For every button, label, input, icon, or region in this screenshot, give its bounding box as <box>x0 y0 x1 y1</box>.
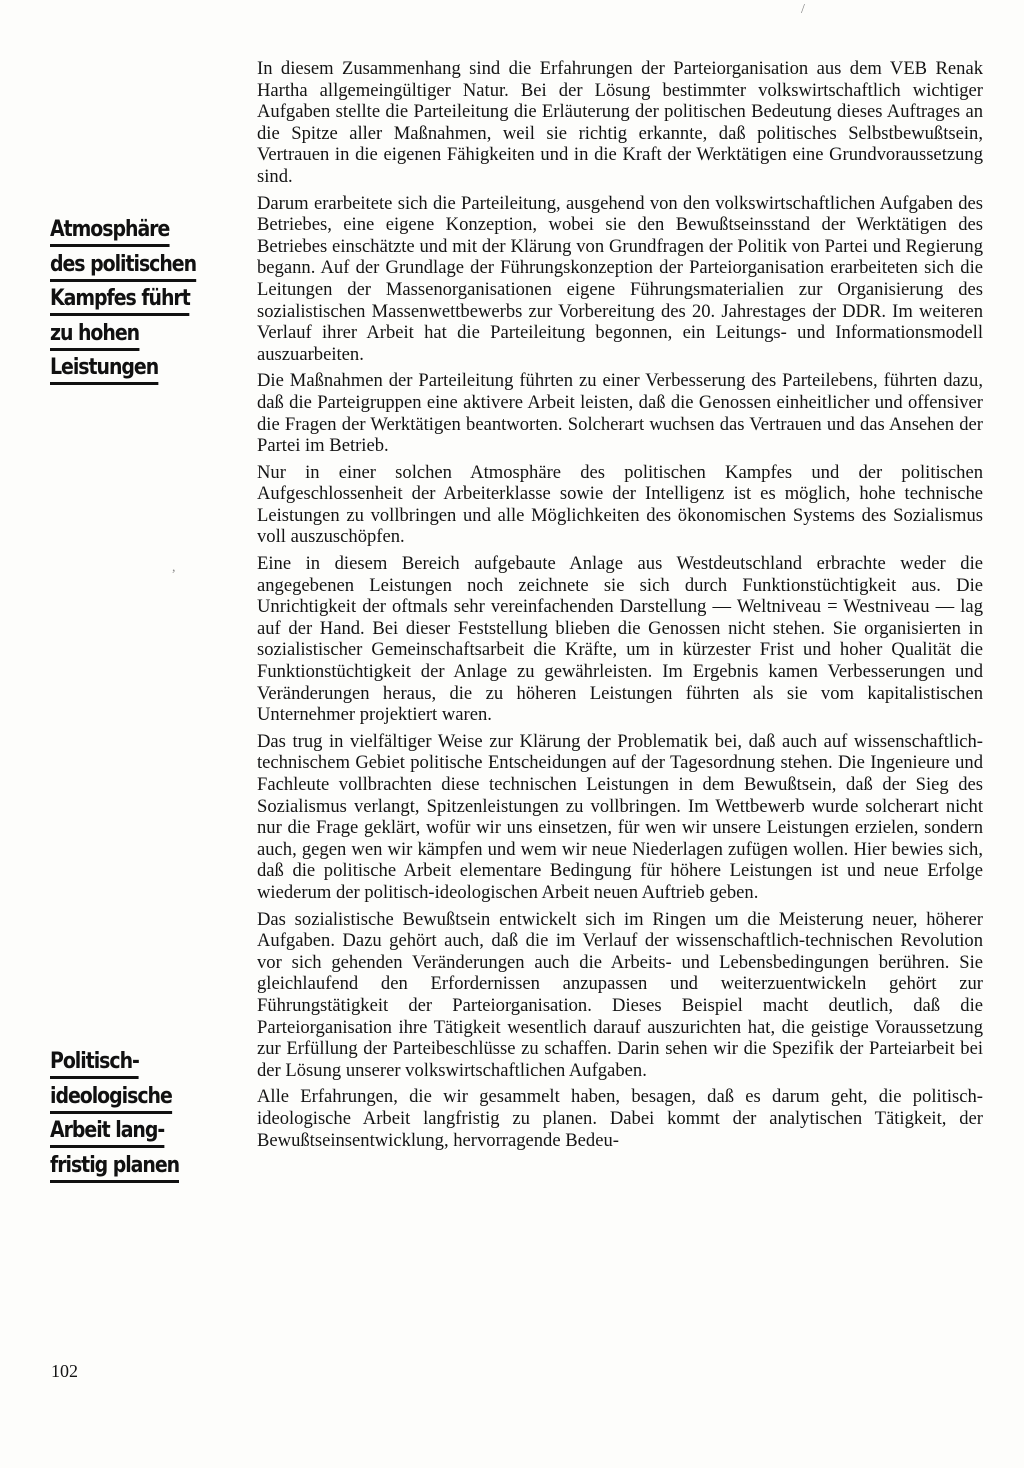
margin-heading-line: Politisch- <box>50 1048 139 1079</box>
margin-heading-line: zu hohen <box>50 320 139 351</box>
margin-heading-line: fristig planen <box>50 1152 179 1183</box>
paragraph: Eine in diesem Bereich aufgebaute Anlage aus Westdeutschland erbrachte weder die angegebenen Leistungen noch zeichnete sie sich durch Funktionstüchtigkeit aus. Die Unrichtigkeit der oftmals sehr vereinfachenden Darstellung — Weltniveau = Westniveau — lag auf der Hand. Bei dieser Feststellung blieben die Genossen nicht stehen. Sie organisierten in sozialistischer Gemeinschaftsarbeit die Kräfte, um in kürzester Frist und hoher Qualität die Funktionstüchtigkeit der Anlage zu gewährleisten. Im Ergebnis kamen Verbesserungen und Veränderungen heraus, die zu höheren Leistungen führten als sie vom kapitalistischen Unternehmer projektiert waren. <box>257 553 983 726</box>
margin-heading-line: Leistungen <box>50 354 158 385</box>
margin-heading-line: Kampfes führt <box>50 285 190 316</box>
paragraph: Die Maßnahmen der Parteileitung führten zu einer Verbesserung des Parteilebens, führten dazu, daß die Parteigruppen eine aktivere Arbeit leisten, daß die Genossen einheitlicher und offensiver die Fragen der Werktätigen beantworten. Solcherart wuchsen das Vertrauen und das Ansehen der Partei im Betrieb. <box>257 370 983 457</box>
margin-heading-atmosphaere <box>50 213 198 386</box>
margin-heading-politisch-ideologische <box>50 1045 198 1183</box>
paragraph: Das trug in vielfältiger Weise zur Klärung der Problematik bei, daß auch auf wissenschaftlich-technischem Gebiet politische Entscheidungen auf der Tagesordnung stehen. Die Ingenieure und Fachleute vollbrachten diese technischen Leistungen in dem Bewußtsein, daß der Sieg des Sozialismus verlangt, Spitzenleistungen zu vollbringen. Im Wettbewerb wurde solcherart nicht nur die Frage geklärt, wofür wir uns einsetzen, für wen wir unsere Leistungen erzielen, sondern auch, gegen wen wir kämpfen und wem wir neue Niederlagen zufügen wollen. Hier bewies sich, daß die politische Arbeit elementare Bedingung für höhere Leistungen ist und neue Erfolge wiederum der politisch-ideologischen Arbeit neuen Auftrieb geben. <box>257 730 983 903</box>
margin-heading-line: Atmosphäre <box>50 216 169 247</box>
margin-heading-line: des politischen <box>50 251 196 282</box>
paragraph: Nur in einer solchen Atmosphäre des politischen Kampfes und der politischen Aufgeschlossenheit der Arbeiterklasse sowie der Intelligenz ist es möglich, hohe technische Leistungen zu vollbringen und alle Möglichkeiten des ökonomischen Systems des Sozialismus voll auszuschöpfen. <box>257 461 983 548</box>
scan-speck: / <box>801 2 805 17</box>
paragraph: In diesem Zusammenhang sind die Erfahrungen der Parteiorganisation aus dem VEB Renak Hartha allgemeingültiger Natur. Bei der Lösung bestimmter volkswirtschaftlich wichtiger Aufgaben stellte die Parteileitung die Erläuterung der politischen Bedeutung dieses Auftrages an die Spitze aller Maßnahmen, weil sie richtig erkannte, daß politisches Selbstbewußtsein, Vertrauen in die eigenen Fähigkeiten und in die Kraft der Werktätigen eine Grundvoraussetzung sind. <box>257 58 983 187</box>
paragraph: Darum erarbeitete sich die Parteileitung, ausgehend von den volkswirtschaftlichen Aufgaben des Betriebes, eine eigene Konzeption, wobei sie den Bewußtseinsstand der Werktätigen des Betriebes einschätzte und mit der Klärung von Grundfragen der Politik von Partei und Regierung begann. Auf der Grundlage der Führungskonzeption der Parteiorganisation erarbeiteten sich die Leitungen der Massenorganisationen eigene Führungsmaterialien zur Organisierung des sozialistischen Massenwettbewerbs zur Vorbereitung des 20. Jahrestages der DDR. Im weiteren Verlauf ihrer Arbeit hat die Parteileitung begonnen, ein Leitungs- und Informationsmodell auszuarbeiten. <box>257 192 983 365</box>
paragraph: Das sozialistische Bewußtsein entwickelt sich im Ringen um die Meisterung neuer, höherer Aufgaben. Dazu gehört auch, daß die im Verlauf der wissenschaftlich-technischen Revolution vor sich gehenden Veränderungen auch die Arbeits- und Lebensbedingungen berühren. Sie gleichlaufend den Erfordernissen anzupassen und weiterzuentwickeln gehört zur Führungstätigkeit der Parteiorganisation. Dieses Beispiel macht deutlich, daß die Parteiorganisation ihre Tätigkeit wesentlich darauf auszurichten hat, die geistige Voraussetzung zur Erfüllung der Parteibeschlüsse zu schaffen. Darin sehen wir die Spezifik der Parteiarbeit bei der Lösung unserer volkswirtschaftlichen Aufgaben. <box>257 908 983 1081</box>
body-text <box>257 58 983 1156</box>
page-number: 102 <box>51 1361 78 1381</box>
margin-heading-line: ideologische <box>50 1083 172 1114</box>
scan-speck: , <box>172 560 176 575</box>
margin-heading-line: Arbeit lang- <box>50 1117 164 1148</box>
paragraph: Alle Erfahrungen, die wir gesammelt haben, besagen, daß es darum geht, die politisch-ideologische Arbeit langfristig zu planen. Dabei kommt der analytischen Tätigkeit, der Bewußtseinsentwicklung, hervorragende Bedeu- <box>257 1086 983 1151</box>
